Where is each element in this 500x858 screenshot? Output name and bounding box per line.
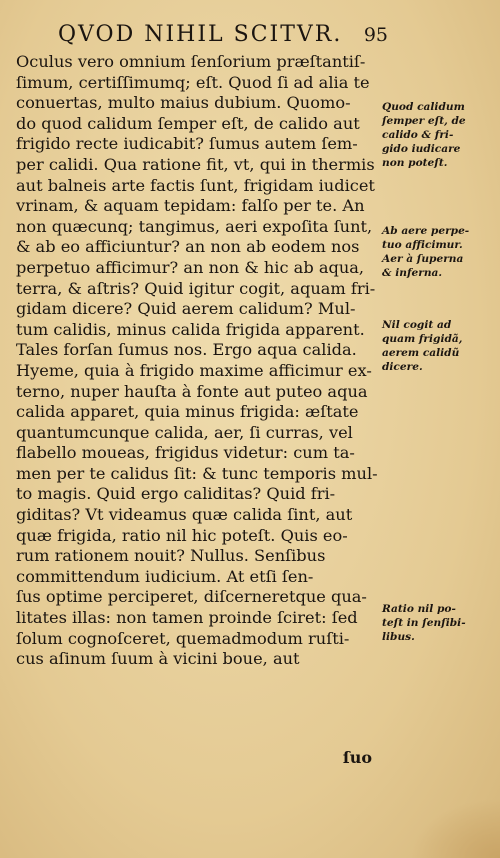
text-line: do quod calidum ſemper eſt, de calido aut [16, 113, 360, 133]
page-header [58, 22, 388, 48]
margin-note-line: aerem calidũ [382, 347, 460, 359]
text-line: Oculus vero omnium ſenſorium præſtantiſ- [16, 52, 366, 71]
text-line: men per te calidus ſit: & tunc temporis mul- [16, 463, 378, 483]
text-line: per calidi. Qua ratione fit, vt, qui in thermis [16, 154, 375, 174]
margin-note-line: Nil cogit ad [382, 319, 452, 331]
text-line: & ab eo afficiuntur? an non ab eodem nos [16, 237, 360, 257]
margin-note [382, 318, 494, 374]
text-line: flabello moueas, frigidus videtur: cum ta- [16, 443, 355, 463]
text-line: terra, & aſtris? Quid igitur cogit, aquam fri- [16, 278, 376, 298]
text-line: tum calidis, minus calida frigida apparent. [16, 319, 365, 339]
text-line: ſimum, certiſſimumq; eſt. Quod ſi ad alia te [16, 72, 370, 92]
text-line: aut balneis arte factis ſunt, frigidam iudicet [16, 175, 375, 195]
text-line: quantumcunque calida, aer, ſi curras, vel [16, 422, 353, 442]
margin-note-line: non poteſt. [382, 157, 448, 169]
margin-note-line: calido & fri- [382, 129, 454, 141]
margin-note-line: Aer à ſuperna [382, 253, 464, 265]
text-line: Tales forſan ſumus nos. Ergo aqua calida. [16, 340, 357, 360]
margin-note-line: Quod calidum [382, 101, 465, 113]
margin-note-line: & inferna. [382, 267, 443, 279]
text-line: vrinam, & aquam tepidam: falſo per te. An [16, 196, 365, 216]
margin-note [382, 602, 494, 644]
text-line: non quæcunq; tangimus, aeri expoſita ſunt, [16, 216, 373, 236]
text-line: terno, nuper hauſta à fonte aut puteo aqua [16, 381, 368, 401]
text-line: frigido recte iudicabit? ſumus autem ſem- [16, 134, 358, 154]
text-line: committendum iudicium. At etſi ſen- [16, 566, 314, 586]
text-line: cus aſinum ſuum à vicini boue, aut [16, 649, 300, 669]
text-line: rum rationem nouit? Nullus. Senſibus [16, 546, 326, 566]
margin-note-line: gido iudicare [382, 143, 461, 155]
text-line: conuertas, multo maius dubium. Quomo- [16, 93, 351, 113]
text-line: ſolum cognoſceret, quemadmodum ruſti- [16, 628, 350, 648]
text-line: Hyeme, quia à frigido maxime afficimur ex- [16, 360, 372, 380]
margin-note-line: tuo afficimur. [382, 239, 463, 251]
margin-note [382, 100, 494, 170]
main-text [16, 52, 378, 670]
text-line: litates illas: non tamen proinde ſciret: ſed [16, 608, 358, 628]
text-line: perpetuo afficimur? an non & hic ab aqua, [16, 257, 365, 277]
text-line: calida apparet, quia minus frigida: æſtate [16, 402, 359, 422]
margin-note-line: Ratio nil po- [382, 603, 456, 615]
text-line: quæ frigida, ratio nil hic poteſt. Quis eo- [16, 525, 348, 545]
text-line: to magis. Quid ergo caliditas? Quid fri- [16, 484, 336, 504]
margin-note [382, 224, 494, 280]
page-stain [410, 798, 500, 858]
text-line: gidam dicere? Quid aerem calidum? Mul- [16, 299, 356, 319]
margin-note-line: Ab aere perpe- [382, 225, 470, 237]
text-line: ſus optime perciperet, diſcerneretque qua- [16, 587, 367, 607]
catchword: ſuo [342, 748, 372, 767]
text-line: giditas? Vt videamus quæ calida ſint, aut [16, 505, 353, 525]
margin-note-line: ſemper eſt, de [382, 115, 466, 127]
margin-note-line: libus. [382, 631, 415, 643]
margin-note-line: quam frigidã, [382, 333, 463, 345]
page-number: 95 [363, 24, 388, 46]
margin-note-line: teſt in ſenſibi- [382, 617, 466, 629]
margin-note-line: dicere. [382, 361, 423, 373]
running-title: QVOD NIHIL SCITVR. [58, 22, 343, 47]
